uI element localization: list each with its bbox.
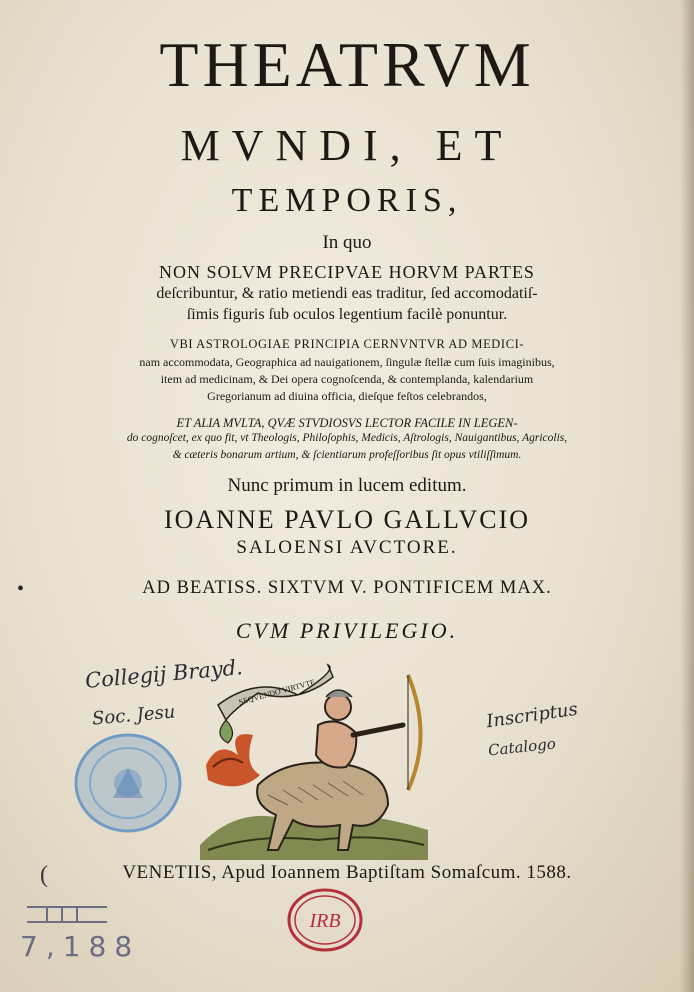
author-origin: SALOENSI AVCTORE. bbox=[236, 537, 458, 558]
body-line-3: item ad medicinam, & Dei opera cognoſcenda, & contemplanda, kalendarium bbox=[160, 372, 534, 386]
shelfmark-roman-numeral bbox=[22, 904, 112, 924]
margin-dot: • bbox=[17, 578, 25, 600]
privilege: CVM PRIVILEGIO. bbox=[235, 618, 459, 643]
ownership-inscription-line-1: Collegij Brayd. bbox=[84, 655, 244, 693]
ownership-inscription-line-2: Soc. Jesu bbox=[91, 701, 177, 730]
italic-line-2: do cognoſcet, ex quo fit, vt Theologis, Philoſophis, Medicis, Aſtrologis, Nauigantibus, Agricolis, bbox=[126, 432, 568, 444]
red-library-stamp bbox=[285, 885, 365, 955]
blue-library-stamp bbox=[68, 728, 188, 838]
centaur-woodcut bbox=[198, 655, 430, 860]
subtitle-line-2: deſcribuntur, & ratio metiendi eas traditur, ſed accomodatiſ- bbox=[156, 285, 538, 302]
shelfmark-number: 7,188 bbox=[20, 930, 141, 963]
body-line-1: VBI ASTROLOGIAE PRINCIPIA CERNVNTVR AD MEDICI- bbox=[169, 337, 525, 351]
body-line-4: Gregorianum ad diuina officia, dieſque feſtos celebrandos, bbox=[207, 389, 487, 403]
banner-text: SEQVENDO VIRTVTE bbox=[237, 677, 317, 707]
subtitle-in-quo: In quo bbox=[322, 232, 372, 253]
subtitle-line-1: NON SOLVM PRECIPVAE HORVM PARTES bbox=[159, 262, 535, 282]
catalog-note-line-1: Inscriptus bbox=[484, 698, 579, 733]
edition-note: Nunc primum in lucem editum. bbox=[227, 475, 467, 496]
subtitle-line-3: ſimis figuris ſub oculos legentium facilè ponuntur. bbox=[186, 306, 508, 323]
italic-line-3: & cæteris bonarum artium, & ſcientiarum profeſſoribus ſit opus vtiliſſimum. bbox=[172, 449, 522, 461]
title-line-2: MVNDI, ET bbox=[180, 121, 514, 170]
title-line-1: THEATRVM bbox=[159, 29, 535, 100]
italic-line-1: ET ALIA MVLTA, QVÆ STVDIOSVS LECTOR FACILE IN LEGEN- bbox=[176, 416, 518, 430]
title-line-3: TEMPORIS, bbox=[231, 182, 463, 219]
red-stamp-monogram: IRB bbox=[309, 910, 341, 932]
margin-parenthesis: ( bbox=[40, 862, 48, 888]
author-name: IOANNE PAVLO GALLVCIO bbox=[163, 505, 531, 534]
imprint: VENETIIS, Apud Ioannem Baptiſtam Somaſcum. 1588. bbox=[122, 862, 572, 883]
body-line-2: nam accommodata, Geographica ad nauigationem, ſingulæ ſtellæ cum ſuis imaginibus, bbox=[139, 355, 555, 369]
catalog-note-line-2: Catalogo bbox=[487, 734, 557, 760]
dedication: AD BEATISS. SIXTVM V. PONTIFICEM MAX. bbox=[142, 578, 552, 598]
